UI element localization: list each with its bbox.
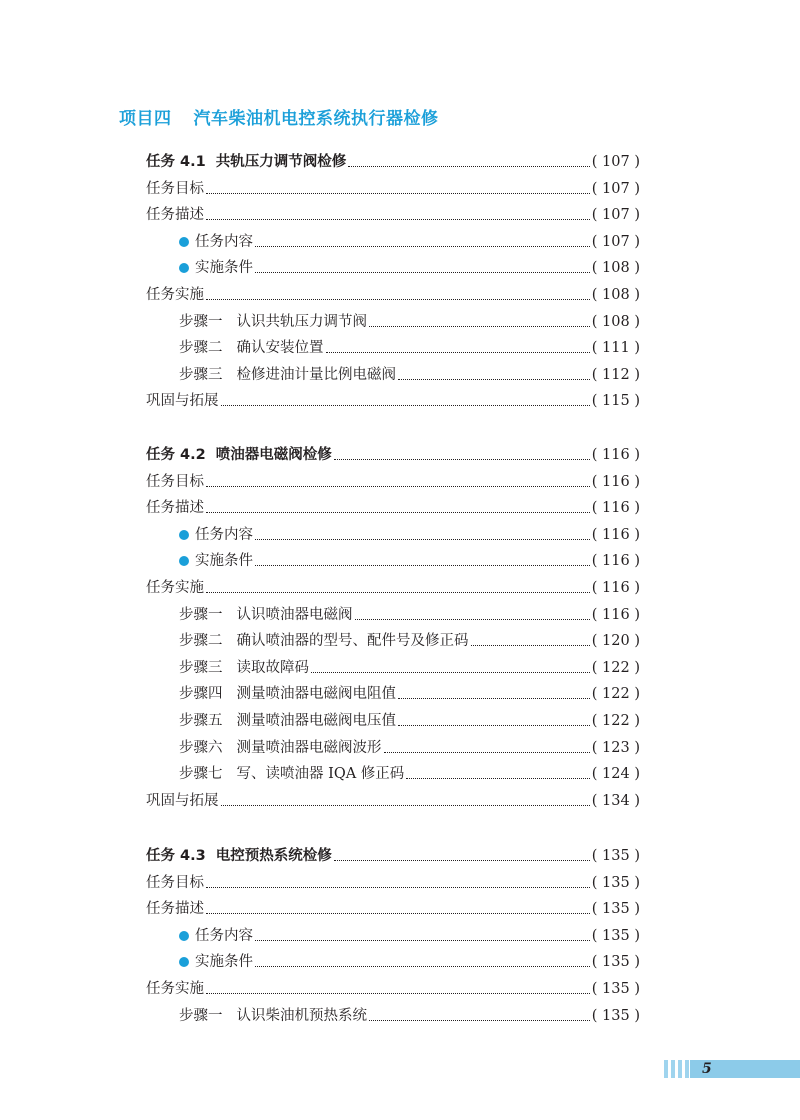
entry-label-group bbox=[146, 953, 253, 971]
entry-label: 任务描述 bbox=[146, 901, 204, 917]
entry-label: 确认安装位置 bbox=[236, 340, 324, 356]
dot-leader bbox=[384, 752, 590, 753]
toc-entry bbox=[146, 757, 640, 783]
entry-label-group bbox=[146, 739, 382, 757]
toc-entry bbox=[146, 704, 640, 730]
dot-leader bbox=[255, 272, 590, 273]
entry-label: 实施条件 bbox=[195, 260, 253, 276]
bullet-dot-icon bbox=[179, 237, 189, 247]
entry-label: 测量喷油器电磁阀电阻值 bbox=[236, 686, 396, 702]
toc-entry bbox=[146, 571, 640, 597]
step-number: 步骤四 bbox=[179, 686, 223, 702]
page-ref: ( 135 ) bbox=[591, 954, 640, 970]
step-number: 步骤一 bbox=[179, 607, 223, 623]
entry-label: 测量喷油器电磁阀波形 bbox=[236, 740, 382, 756]
entry-label-group bbox=[146, 874, 204, 892]
dot-leader bbox=[206, 193, 590, 194]
entry-label-group bbox=[146, 366, 396, 384]
bullet-dot-icon bbox=[179, 263, 189, 273]
page-ref: ( 135 ) bbox=[591, 928, 640, 944]
entry-label-group bbox=[146, 927, 253, 945]
task-heading-row bbox=[146, 839, 640, 865]
entry-label: 认识喷油器电磁阀 bbox=[236, 607, 353, 623]
bullet-dot-icon bbox=[179, 530, 189, 540]
entry-label-group bbox=[146, 579, 204, 597]
page-ref: ( 108 ) bbox=[591, 260, 640, 276]
entry-label: 实施条件 bbox=[195, 954, 253, 970]
chapter-title: 汽车柴油机电控系统执行器检修 bbox=[193, 109, 439, 129]
toc-entry bbox=[146, 491, 640, 517]
entry-label: 巩固与拓展 bbox=[146, 393, 219, 409]
page-ref: ( 108 ) bbox=[591, 314, 640, 330]
dot-leader bbox=[471, 645, 590, 646]
page-ref: ( 123 ) bbox=[591, 740, 640, 756]
step-number: 步骤二 bbox=[179, 633, 223, 649]
dot-leader bbox=[255, 966, 590, 967]
entry-label-group bbox=[146, 259, 253, 277]
page-ref: ( 135 ) bbox=[591, 901, 640, 917]
entry-label-group bbox=[146, 233, 253, 251]
entry-label-group bbox=[146, 712, 396, 730]
toc-entry bbox=[146, 866, 640, 892]
page-ref: ( 135 ) bbox=[591, 875, 640, 891]
page-ref: ( 116 ) bbox=[591, 500, 640, 516]
dot-leader bbox=[255, 565, 590, 566]
dot-leader bbox=[206, 219, 590, 220]
dot-leader bbox=[334, 459, 590, 460]
footer-bar bbox=[664, 1060, 668, 1078]
step-number: 步骤一 bbox=[179, 1008, 223, 1024]
page-number: 5 bbox=[702, 1061, 712, 1077]
page-ref: ( 122 ) bbox=[591, 713, 640, 729]
toc-entry bbox=[146, 358, 640, 384]
dot-leader bbox=[206, 913, 590, 914]
toc-entry bbox=[146, 198, 640, 224]
dot-leader bbox=[255, 246, 590, 247]
task-heading bbox=[146, 847, 332, 865]
toc-entry bbox=[146, 651, 640, 677]
chapter-heading bbox=[119, 104, 439, 129]
dot-leader bbox=[206, 486, 590, 487]
dot-leader bbox=[255, 940, 590, 941]
toc-entry bbox=[146, 384, 640, 410]
entry-label: 任务内容 bbox=[195, 928, 253, 944]
toc-entry bbox=[146, 919, 640, 945]
toc-entry bbox=[146, 972, 640, 998]
dot-leader bbox=[206, 512, 590, 513]
page-ref: ( 122 ) bbox=[591, 686, 640, 702]
entry-label-group bbox=[146, 900, 204, 918]
toc-entry bbox=[146, 331, 640, 357]
step-number: 步骤三 bbox=[179, 660, 223, 676]
entry-label-group bbox=[146, 606, 353, 624]
entry-label: 任务实施 bbox=[146, 981, 204, 997]
entry-label: 任务实施 bbox=[146, 287, 204, 303]
toc-entry bbox=[146, 251, 640, 277]
toc-entry bbox=[146, 999, 640, 1025]
entry-label: 检修进油计量比例电磁阀 bbox=[236, 367, 396, 383]
page-ref: ( 116 ) bbox=[591, 447, 640, 463]
entry-label: 实施条件 bbox=[195, 553, 253, 569]
entry-label-group bbox=[146, 659, 309, 677]
entry-label: 任务实施 bbox=[146, 580, 204, 596]
page-ref: ( 112 ) bbox=[591, 367, 640, 383]
task-title: 电控预热系统检修 bbox=[215, 848, 332, 864]
entry-label: 任务内容 bbox=[195, 527, 253, 543]
page-ref: ( 107 ) bbox=[591, 207, 640, 223]
dot-leader bbox=[221, 805, 590, 806]
entry-label: 任务描述 bbox=[146, 500, 204, 516]
footer-bar bbox=[671, 1060, 675, 1078]
task-heading bbox=[146, 446, 332, 464]
entry-label: 认识共轨压力调节阀 bbox=[236, 314, 367, 330]
page-ref: ( 107 ) bbox=[591, 234, 640, 250]
entry-label-group bbox=[146, 392, 219, 410]
toc-entry bbox=[146, 225, 640, 251]
task-heading bbox=[146, 153, 346, 171]
page-ref: ( 135 ) bbox=[591, 848, 640, 864]
bullet-dot-icon bbox=[179, 957, 189, 967]
task-number: 任务 4.2 bbox=[146, 447, 206, 463]
dot-leader bbox=[369, 1020, 590, 1021]
task-heading-row bbox=[146, 145, 640, 171]
page-ref: ( 134 ) bbox=[591, 793, 640, 809]
page-ref: ( 120 ) bbox=[591, 633, 640, 649]
page-ref: ( 116 ) bbox=[591, 527, 640, 543]
toc-entry bbox=[146, 172, 640, 198]
page-ref: ( 108 ) bbox=[591, 287, 640, 303]
dot-leader bbox=[355, 619, 590, 620]
dot-leader bbox=[206, 993, 590, 994]
dot-leader bbox=[255, 539, 590, 540]
task-number: 任务 4.1 bbox=[146, 154, 206, 170]
entry-label: 读取故障码 bbox=[236, 660, 309, 676]
dot-leader bbox=[398, 725, 590, 726]
dot-leader bbox=[406, 778, 589, 779]
dot-leader bbox=[398, 379, 590, 380]
entry-label-group bbox=[146, 765, 404, 783]
entry-label-group bbox=[146, 685, 396, 703]
task-number: 任务 4.3 bbox=[146, 848, 206, 864]
entry-label: 任务目标 bbox=[146, 474, 204, 490]
footer-bar bbox=[678, 1060, 682, 1078]
footer-decoration bbox=[664, 1060, 689, 1078]
toc-entry bbox=[146, 518, 640, 544]
page-ref: ( 116 ) bbox=[591, 474, 640, 490]
toc-entry bbox=[146, 677, 640, 703]
bullet-dot-icon bbox=[179, 931, 189, 941]
dot-leader bbox=[206, 887, 590, 888]
entry-label: 写、读喷油器 IQA 修正码 bbox=[236, 766, 405, 782]
entry-label-group bbox=[146, 313, 367, 331]
entry-label-group bbox=[146, 980, 204, 998]
entry-label-group bbox=[146, 526, 253, 544]
toc-entry bbox=[146, 784, 640, 810]
entry-label: 认识柴油机预热系统 bbox=[236, 1008, 367, 1024]
entry-label: 任务内容 bbox=[195, 234, 253, 250]
dot-leader bbox=[348, 166, 590, 167]
bullet-dot-icon bbox=[179, 556, 189, 566]
entry-label: 确认喷油器的型号、配件号及修正码 bbox=[236, 633, 469, 649]
entry-label-group bbox=[146, 206, 204, 224]
toc-entry bbox=[146, 465, 640, 491]
dot-leader bbox=[311, 672, 590, 673]
dot-leader bbox=[206, 592, 590, 593]
entry-label: 巩固与拓展 bbox=[146, 793, 219, 809]
entry-label-group bbox=[146, 1007, 367, 1025]
chapter-number: 项目四 bbox=[119, 109, 172, 129]
page-ref: ( 111 ) bbox=[591, 340, 640, 356]
page-ref: ( 116 ) bbox=[591, 607, 640, 623]
entry-label-group bbox=[146, 552, 253, 570]
dot-leader bbox=[334, 860, 590, 861]
footer-bar bbox=[685, 1060, 689, 1078]
page-ref: ( 115 ) bbox=[591, 393, 640, 409]
toc-entry bbox=[146, 544, 640, 570]
step-number: 步骤二 bbox=[179, 340, 223, 356]
dot-leader bbox=[221, 405, 590, 406]
step-number: 步骤六 bbox=[179, 740, 223, 756]
dot-leader bbox=[206, 299, 590, 300]
entry-label: 任务目标 bbox=[146, 875, 204, 891]
toc-entry bbox=[146, 624, 640, 650]
entry-label-group bbox=[146, 473, 204, 491]
page-ref: ( 107 ) bbox=[591, 154, 640, 170]
entry-label: 任务目标 bbox=[146, 181, 204, 197]
entry-label: 任务描述 bbox=[146, 207, 204, 223]
toc-entry bbox=[146, 731, 640, 757]
toc-entry bbox=[146, 278, 640, 304]
toc-entry bbox=[146, 892, 640, 918]
page-ref: ( 135 ) bbox=[591, 1008, 640, 1024]
entry-label-group bbox=[146, 339, 324, 357]
dot-leader bbox=[369, 326, 590, 327]
task-title: 喷油器电磁阀检修 bbox=[215, 447, 332, 463]
dot-leader bbox=[326, 352, 590, 353]
step-number: 步骤一 bbox=[179, 314, 223, 330]
entry-label-group bbox=[146, 792, 219, 810]
entry-label-group bbox=[146, 632, 469, 650]
toc-entry bbox=[146, 305, 640, 331]
page-ref: ( 124 ) bbox=[591, 766, 640, 782]
page-ref: ( 116 ) bbox=[591, 580, 640, 596]
entry-label-group bbox=[146, 180, 204, 198]
page-ref: ( 122 ) bbox=[591, 660, 640, 676]
step-number: 步骤三 bbox=[179, 367, 223, 383]
entry-label-group bbox=[146, 499, 204, 517]
step-number: 步骤七 bbox=[179, 766, 223, 782]
dot-leader bbox=[398, 698, 590, 699]
footer-page-box bbox=[690, 1060, 800, 1078]
task-heading-row bbox=[146, 438, 640, 464]
toc-entry bbox=[146, 598, 640, 624]
page-ref: ( 135 ) bbox=[591, 981, 640, 997]
task-title: 共轨压力调节阀检修 bbox=[215, 154, 347, 170]
page-ref: ( 107 ) bbox=[591, 181, 640, 197]
entry-label-group bbox=[146, 286, 204, 304]
step-number: 步骤五 bbox=[179, 713, 223, 729]
page-ref: ( 116 ) bbox=[591, 553, 640, 569]
toc-entry bbox=[146, 945, 640, 971]
entry-label: 测量喷油器电磁阀电压值 bbox=[236, 713, 396, 729]
